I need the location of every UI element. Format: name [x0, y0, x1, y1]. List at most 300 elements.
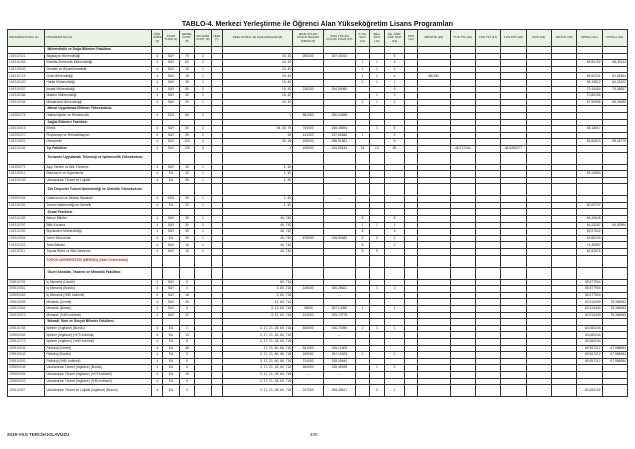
cell-ayp	[551, 352, 576, 359]
cell-okul: 1	[195, 66, 212, 73]
cell-kpss1	[577, 66, 602, 73]
cell-kpuan: ---	[323, 292, 355, 299]
cell-sure: 4	[152, 306, 163, 313]
empty-cell	[501, 255, 526, 267]
cell-tus1	[450, 352, 475, 359]
empty-cell	[577, 47, 602, 54]
cell-kpss2: 67,986654	[602, 352, 627, 359]
cell-dus	[526, 202, 551, 209]
program-row	[8, 60, 628, 67]
cell-sira: 141000	[293, 132, 324, 139]
empty-cell	[293, 106, 324, 113]
cell-tus2	[475, 306, 500, 313]
cell-ayp	[551, 306, 576, 313]
cell-k14	[405, 229, 417, 236]
cell-tus1	[450, 286, 475, 293]
cell-sira: 260000	[293, 53, 324, 60]
faculty-name: Güzel Sanatlar, Tasarım ve Mimarlık Fakültesi	[45, 267, 152, 279]
cell-k12: 1	[370, 66, 384, 73]
cell-ayp	[551, 229, 576, 236]
cell-ayp	[551, 235, 576, 242]
cell-dus	[526, 177, 551, 184]
empty-cell	[450, 184, 475, 196]
cell-tus1	[450, 358, 475, 365]
cell-genel: 60	[179, 126, 194, 133]
cell-tus2	[475, 286, 500, 293]
cell-okul	[195, 306, 212, 313]
cell-arksite	[417, 112, 450, 119]
cell-arksite	[417, 79, 450, 86]
cell-sira	[293, 229, 324, 236]
cell-tus1	[450, 216, 475, 223]
cell-k12: 1	[370, 365, 384, 372]
cell-k13	[384, 332, 405, 339]
program-row	[8, 338, 628, 345]
cell-k11: 6	[355, 229, 369, 236]
empty-cell	[501, 152, 526, 164]
program-row	[8, 79, 628, 86]
cell-arksite	[417, 365, 450, 372]
cell-puan: SAY	[163, 222, 180, 229]
cell-name: Uluslararası Ticaret (İngilizce) (%75 İndirimli)	[45, 371, 152, 378]
cell-k11	[355, 171, 369, 178]
cell-k12	[370, 112, 384, 119]
cell-tus2	[475, 385, 500, 397]
empty-cell	[450, 255, 475, 267]
cell-arksite	[417, 164, 450, 171]
cell-k11	[355, 286, 369, 293]
cell-yerl	[211, 79, 222, 86]
empty-cell	[475, 255, 500, 267]
cell-tusktp	[501, 196, 526, 203]
empty-cell	[475, 106, 500, 113]
column-header: GENEL KONT. (5)	[179, 30, 194, 47]
cell-k13	[384, 358, 405, 365]
cell-kpss2: 70,08837	[602, 86, 627, 93]
empty-cell	[526, 106, 551, 113]
cell-kpss2: 75,366953	[602, 312, 627, 319]
cell-kpss2: 64,22422	[602, 79, 627, 86]
cell-genel: 18	[179, 292, 194, 299]
cell-ayp	[551, 132, 576, 139]
cell-tusktp	[501, 299, 526, 306]
cell-sira	[293, 164, 324, 171]
cell-tus1	[450, 345, 475, 352]
cell-dus	[526, 66, 551, 73]
empty-cell	[384, 184, 405, 196]
cell-arksite	[417, 216, 450, 223]
cell-kpuan: ---	[323, 371, 355, 378]
cell-k13	[384, 312, 405, 319]
cell-genel: 3	[179, 286, 194, 293]
cell-tus2	[475, 358, 500, 365]
empty-cell	[577, 267, 602, 279]
cell-tus1	[450, 132, 475, 139]
cell-aciklama: 3, 17, 21, 60, 86, 716	[222, 358, 292, 365]
cell-okul: 1	[195, 73, 212, 80]
cell-k11	[355, 385, 369, 397]
cell-dus	[526, 99, 551, 106]
cell-dus	[526, 249, 551, 256]
cell-genel: 3	[179, 385, 194, 397]
cell-code: 104310321	[8, 53, 45, 60]
cell-okul: 1	[195, 242, 212, 249]
cell-sira: 740000	[293, 126, 324, 133]
cell-arksite	[417, 126, 450, 133]
cell-aciklama: 3, 17, 21, 28, 60, 716	[222, 385, 292, 397]
empty-cell	[152, 319, 163, 326]
column-header: PUAN TÜRÜ (4)	[163, 30, 180, 47]
empty-cell	[211, 152, 222, 164]
cell-puan: SAY	[163, 279, 180, 286]
cell-name: İnşaat Mühendisliği	[45, 86, 152, 93]
cell-sure: 4	[152, 79, 163, 86]
cell-k13	[384, 112, 405, 119]
program-row	[8, 299, 628, 306]
empty-cell	[222, 267, 292, 279]
cell-ayp	[551, 66, 576, 73]
cell-k14	[405, 73, 417, 80]
cell-code: 104310615	[8, 126, 45, 133]
empty-cell	[417, 119, 450, 126]
cell-tusktp	[501, 286, 526, 293]
empty-cell	[163, 319, 180, 326]
empty-cell	[8, 319, 45, 326]
cell-k11: 2	[355, 79, 369, 86]
cell-k11	[355, 279, 369, 286]
cell-kpss2	[602, 332, 627, 339]
empty-cell	[163, 267, 180, 279]
cell-okul: 1	[195, 93, 212, 100]
empty-cell	[195, 119, 212, 126]
cell-arksite	[417, 371, 450, 378]
cell-name: Gastronomi ve Mutfak Sanatları	[45, 196, 152, 203]
cell-genel: 5	[179, 306, 194, 313]
cell-okul: 1	[195, 235, 212, 242]
cell-k11: 2	[355, 352, 369, 359]
cell-tus1	[450, 279, 475, 286]
cell-k12	[370, 216, 384, 223]
cell-tus1	[450, 325, 475, 332]
cell-kpss2: 65,30114	[602, 60, 627, 67]
empty-cell	[370, 267, 384, 279]
cell-tusktp	[501, 139, 526, 146]
cell-k11	[355, 112, 369, 119]
cell-k12	[370, 338, 384, 345]
empty-cell	[526, 209, 551, 216]
cell-k14	[405, 145, 417, 152]
cell-k13	[384, 279, 405, 286]
cell-k12	[370, 164, 384, 171]
cell-sure: 4	[152, 338, 163, 345]
empty-cell	[222, 106, 292, 113]
empty-cell	[450, 119, 475, 126]
empty-cell	[211, 319, 222, 326]
cell-k13: 2	[384, 385, 405, 397]
empty-cell	[417, 152, 450, 164]
cell-arksite	[417, 352, 450, 359]
cell-tusktp: 48,5363277	[501, 145, 526, 152]
cell-tus2	[475, 249, 500, 256]
cell-sure: 4	[152, 177, 163, 184]
cell-ayp	[551, 216, 576, 223]
cell-puan: SÖZ	[163, 196, 180, 203]
program-row	[8, 126, 628, 133]
cell-aciklama: 15, 40	[222, 60, 292, 67]
faculty-header-row	[8, 184, 628, 196]
faculty-header-row	[8, 267, 628, 279]
cell-kpss2	[602, 126, 627, 133]
empty-cell	[417, 209, 450, 216]
cell-sira	[293, 378, 324, 385]
cell-genel: 2	[179, 325, 194, 332]
cell-tusktp	[501, 164, 526, 171]
cell-k11: 2	[355, 325, 369, 332]
cell-sira	[293, 73, 324, 80]
cell-genel: 40	[179, 171, 194, 178]
cell-k13: 4	[384, 60, 405, 67]
cell-yerl	[211, 112, 222, 119]
cell-tus2	[475, 73, 500, 80]
cell-yerl	[211, 385, 222, 397]
program-row	[8, 345, 628, 352]
cell-k13: 1	[384, 222, 405, 229]
program-row	[8, 229, 628, 236]
cell-arksite	[417, 249, 450, 256]
cell-yerl	[211, 235, 222, 242]
cell-puan: SAY	[163, 73, 180, 80]
cell-arksite	[417, 60, 450, 67]
empty-cell	[370, 255, 384, 267]
cell-name: Uluslararası Ticaret ve Lojistik (İngilizce) (Burslu)	[45, 385, 152, 397]
cell-dus	[526, 306, 551, 313]
cell-name: Toprak Bilimi ve Bitki Besleme	[45, 249, 152, 256]
cell-kpuan	[323, 164, 355, 171]
cell-kpuan: 264,59060	[323, 86, 355, 93]
cell-kpuan: 463,68184	[323, 145, 355, 152]
cell-ayp	[551, 338, 576, 345]
empty-cell	[323, 319, 355, 326]
cell-code: 104310420	[8, 79, 45, 86]
empty-cell	[195, 209, 212, 216]
cell-sira: 169000	[293, 352, 324, 359]
cell-aciklama: 1, 40	[222, 171, 292, 178]
program-row	[8, 202, 628, 209]
empty-cell	[384, 152, 405, 164]
cell-k11	[355, 378, 369, 385]
cell-k12	[370, 177, 384, 184]
cell-sira	[293, 332, 324, 339]
program-row	[8, 139, 628, 146]
cell-name: Uluslararası Ticaret ve Lojistik	[45, 177, 152, 184]
column-header: PROGRAM KODU (1)	[8, 30, 45, 47]
cell-k12	[370, 352, 384, 359]
empty-cell	[293, 255, 324, 267]
cell-dus	[526, 332, 551, 339]
cell-kpuan: ---	[323, 332, 355, 339]
cell-k11: 1	[355, 73, 369, 80]
cell-tusktp	[501, 79, 526, 86]
cell-yerl	[211, 202, 222, 209]
cell-okul	[195, 385, 212, 397]
cell-k12	[370, 196, 384, 203]
cell-ayp	[551, 112, 576, 119]
cell-k11	[355, 371, 369, 378]
empty-cell	[602, 319, 627, 326]
program-row	[8, 249, 628, 256]
cell-aciklama: 3, 60, 716	[222, 292, 292, 299]
empty-cell	[211, 209, 222, 216]
cell-puan: SAY	[163, 132, 180, 139]
cell-ayp	[551, 286, 576, 293]
cell-genel: 35	[179, 235, 194, 242]
cell-aciklama: 15, 40	[222, 99, 292, 106]
cell-k12: 1	[370, 99, 384, 106]
cell-sira	[293, 292, 324, 299]
cell-code: 104310288	[8, 93, 45, 100]
cell-tus1	[450, 164, 475, 171]
cell-tusktp	[501, 99, 526, 106]
cell-okul	[195, 279, 212, 286]
empty-cell	[405, 119, 417, 126]
cell-code: 205590043	[8, 378, 45, 385]
cell-kpss2	[602, 93, 627, 100]
cell-dus	[526, 299, 551, 306]
cell-k14	[405, 171, 417, 178]
cell-kpss1: 69,92231	[577, 73, 602, 80]
program-row	[8, 177, 628, 184]
cell-aciklama: 15, 40	[222, 86, 292, 93]
cell-ayp	[551, 312, 576, 319]
cell-tus2	[475, 312, 500, 319]
cell-name: Fizyoterapi ve Rehabilitasyon	[45, 132, 152, 139]
cell-genel: 60	[179, 86, 194, 93]
cell-aciklama: 3, 17, 21, 28, 60, 716	[222, 338, 292, 345]
cell-puan: EA	[163, 345, 180, 352]
cell-k13: 2	[384, 352, 405, 359]
cell-ayp	[551, 378, 576, 385]
cell-sira: 158000	[293, 139, 324, 146]
cell-tus2	[475, 352, 500, 359]
cell-tus1	[450, 385, 475, 397]
cell-k11: 1	[355, 306, 369, 313]
empty-cell	[179, 152, 194, 164]
cell-aciklama: 46, 740	[222, 242, 292, 249]
cell-arksite	[417, 99, 450, 106]
cell-dus	[526, 279, 551, 286]
program-row	[8, 332, 628, 339]
cell-sure: 4	[152, 202, 163, 209]
empty-cell	[384, 119, 405, 126]
cell-genel: 15	[179, 249, 194, 256]
faculty-header-row	[8, 319, 628, 326]
cell-aciklama: 3, 60, 716	[222, 286, 292, 293]
cell-tus2	[475, 279, 500, 286]
cell-sure: 4	[152, 385, 163, 397]
cell-name: Harita Mühendisliği	[45, 79, 152, 86]
cell-tus2	[475, 60, 500, 67]
cell-k12: 2	[370, 235, 384, 242]
faculty-name: Mühendislik ve Doğa Bilimleri Fakültesi	[45, 47, 152, 54]
cell-tusktp	[501, 229, 526, 236]
cell-kpss1	[577, 371, 602, 378]
cell-okul	[195, 352, 212, 359]
empty-cell	[602, 209, 627, 216]
cell-sira	[293, 242, 324, 249]
cell-code: 205510555	[8, 299, 45, 306]
cell-code: 205510564	[8, 306, 45, 313]
cell-sira	[293, 93, 324, 100]
cell-name: Tıp Fakültesi	[45, 145, 152, 152]
program-row	[8, 99, 628, 106]
cell-k14	[405, 306, 417, 313]
cell-tus2	[475, 338, 500, 345]
cell-puan: SAY	[163, 53, 180, 60]
cell-kpss2	[602, 365, 627, 372]
cell-arksite	[417, 86, 450, 93]
cell-yerl	[211, 299, 222, 306]
cell-k12: 1	[370, 60, 384, 67]
cell-puan: SAY	[163, 93, 180, 100]
cell-dus	[526, 126, 551, 133]
cell-dus	[526, 345, 551, 352]
cell-kpuan: 226,50482	[323, 235, 355, 242]
cell-arksite	[417, 378, 450, 385]
empty-cell	[405, 106, 417, 113]
cell-aciklama: 13, 60, 716	[222, 299, 292, 306]
cell-arksite: MÜZİK	[417, 73, 450, 80]
cell-kpss1	[577, 132, 602, 139]
cell-name: Psikoloji (%50 İndirimli)	[45, 358, 152, 365]
cell-tus1	[450, 196, 475, 203]
program-row	[8, 145, 628, 152]
cell-k14	[405, 312, 417, 319]
cell-okul: 1	[195, 164, 212, 171]
cell-sure: 4	[152, 352, 163, 359]
empty-cell	[501, 184, 526, 196]
empty-cell	[163, 106, 180, 113]
empty-cell	[179, 319, 194, 326]
cell-tusktp	[501, 332, 526, 339]
cell-yerl	[211, 242, 222, 249]
cell-yerl	[211, 338, 222, 345]
empty-cell	[526, 152, 551, 164]
cell-code: 104390270	[8, 132, 45, 139]
cell-sure: 4	[152, 222, 163, 229]
cell-aciklama: 46	[222, 132, 292, 139]
empty-cell	[195, 255, 212, 267]
cell-okul	[195, 358, 212, 365]
empty-cell	[163, 47, 180, 54]
cell-aciklama: 46, 740	[222, 222, 292, 229]
empty-cell	[384, 106, 405, 113]
cell-code: 205590062	[8, 292, 45, 299]
cell-ayp	[551, 292, 576, 299]
cell-yerl	[211, 279, 222, 286]
cell-tus2	[475, 242, 500, 249]
cell-k12: 1	[370, 325, 384, 332]
empty-cell	[152, 106, 163, 113]
cell-sira	[293, 338, 324, 345]
cell-k14	[405, 79, 417, 86]
faculty-name: Mimar Uygulamalı Bilimler Yüksekokulu	[45, 106, 152, 113]
cell-k14	[405, 66, 417, 73]
cell-sira	[293, 279, 324, 286]
empty-cell	[163, 209, 180, 216]
cell-k11: 1	[355, 66, 369, 73]
cell-puan: SAY	[163, 79, 180, 86]
cell-tus1	[450, 53, 475, 60]
